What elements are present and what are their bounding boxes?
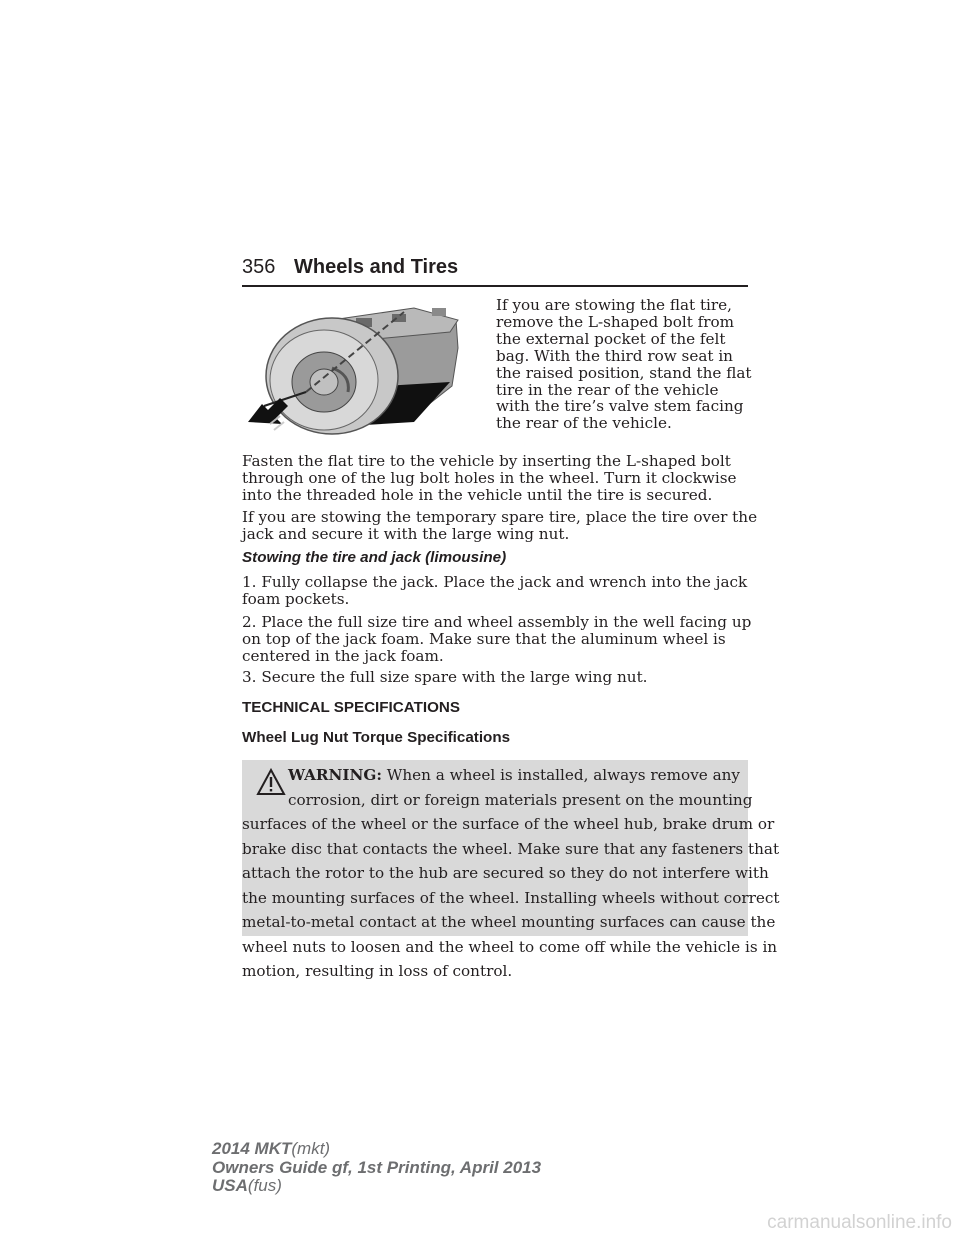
watermark: carmanualsonline.info [767, 1212, 952, 1233]
limousine-step-1 [242, 574, 762, 608]
lug-nut-torque-heading: Wheel Lug Nut Torque Specifications [242, 729, 511, 746]
warning-text [242, 763, 780, 984]
warning-line-6: the mounting surfaces of the wheel. Installing wheels without correct [242, 888, 780, 907]
technical-specifications-heading: TECHNICAL SPECIFICATIONS [242, 699, 460, 716]
step-2-text: 2. Place the full size tire and wheel assembly in the well facing up on top of the jack foam. Make sure that the aluminum wheel is centered in the jack foam. [242, 613, 752, 665]
warning-line-3: surfaces of the wheel or the surface of the wheel hub, brake drum or [242, 815, 775, 833]
step-3-text: 3. Secure the full size spare with the large wing nut. [242, 668, 648, 686]
page-header [242, 256, 748, 288]
warning-line-4: brake disc that contacts the wheel. Make sure that any fasteners that [242, 839, 780, 858]
step-1-text: 1. Fully collapse the jack. Place the jack and wrench into the jack foam pockets. [242, 573, 748, 608]
warning-line-8: wheel nuts to loosen and the wheel to come off while the vehicle is in [242, 937, 778, 956]
warning-label: WARNING: [288, 766, 382, 784]
warning-line-7: metal-to-metal contact at the wheel mounting surfaces can cause the [242, 913, 776, 931]
intro-paragraph: If you are stowing the flat tire, remove the L-shaped bolt from the external pocket of the felt bag. With the third row seat in the raised position, stand the flat tire in the rear of the vehicle with the tire’s valve stem facing the rear of the vehicle. [496, 296, 752, 433]
page-number: 356 [242, 256, 276, 278]
footer-model-line: 2014 MKT(mkt) [212, 1139, 331, 1158]
tire-stowing-illustration [244, 298, 484, 436]
footer-market-line: USA(fus) [212, 1176, 282, 1195]
fasten-paragraph [242, 453, 762, 504]
fasten-text: Fasten the flat tire to the vehicle by inserting the L-shaped bolt through one of the lug bolt holes in the wheel. Turn it clockwise into the threaded hole in the vehicle until the tire is secured. [242, 452, 737, 504]
warning-box [242, 760, 780, 980]
warning-line-1: WARNING: When a wheel is installed, always remove any [288, 766, 741, 784]
page-footer [212, 1140, 541, 1196]
warning-line-9: motion, resulting in loss of control. [242, 962, 513, 980]
warning-line-5: attach the rotor to the hub are secured so they do not interfere with [242, 864, 769, 882]
limousine-step-3 [242, 669, 762, 686]
temporary-spare-text: If you are stowing the temporary spare tire, place the tire over the jack and secure it with the large wing nut. [242, 508, 758, 543]
section-title: Wheels and Tires [294, 256, 459, 278]
footer-guide-line: Owners Guide gf, 1st Printing, April 2013 [212, 1157, 542, 1177]
warning-line-2: corrosion, dirt or foreign materials present on the mounting [288, 790, 753, 809]
limousine-step-2 [242, 614, 762, 665]
header-rule [242, 285, 748, 287]
temporary-spare-paragraph [242, 509, 762, 543]
limousine-heading: Stowing the tire and jack (limousine) [242, 549, 507, 566]
